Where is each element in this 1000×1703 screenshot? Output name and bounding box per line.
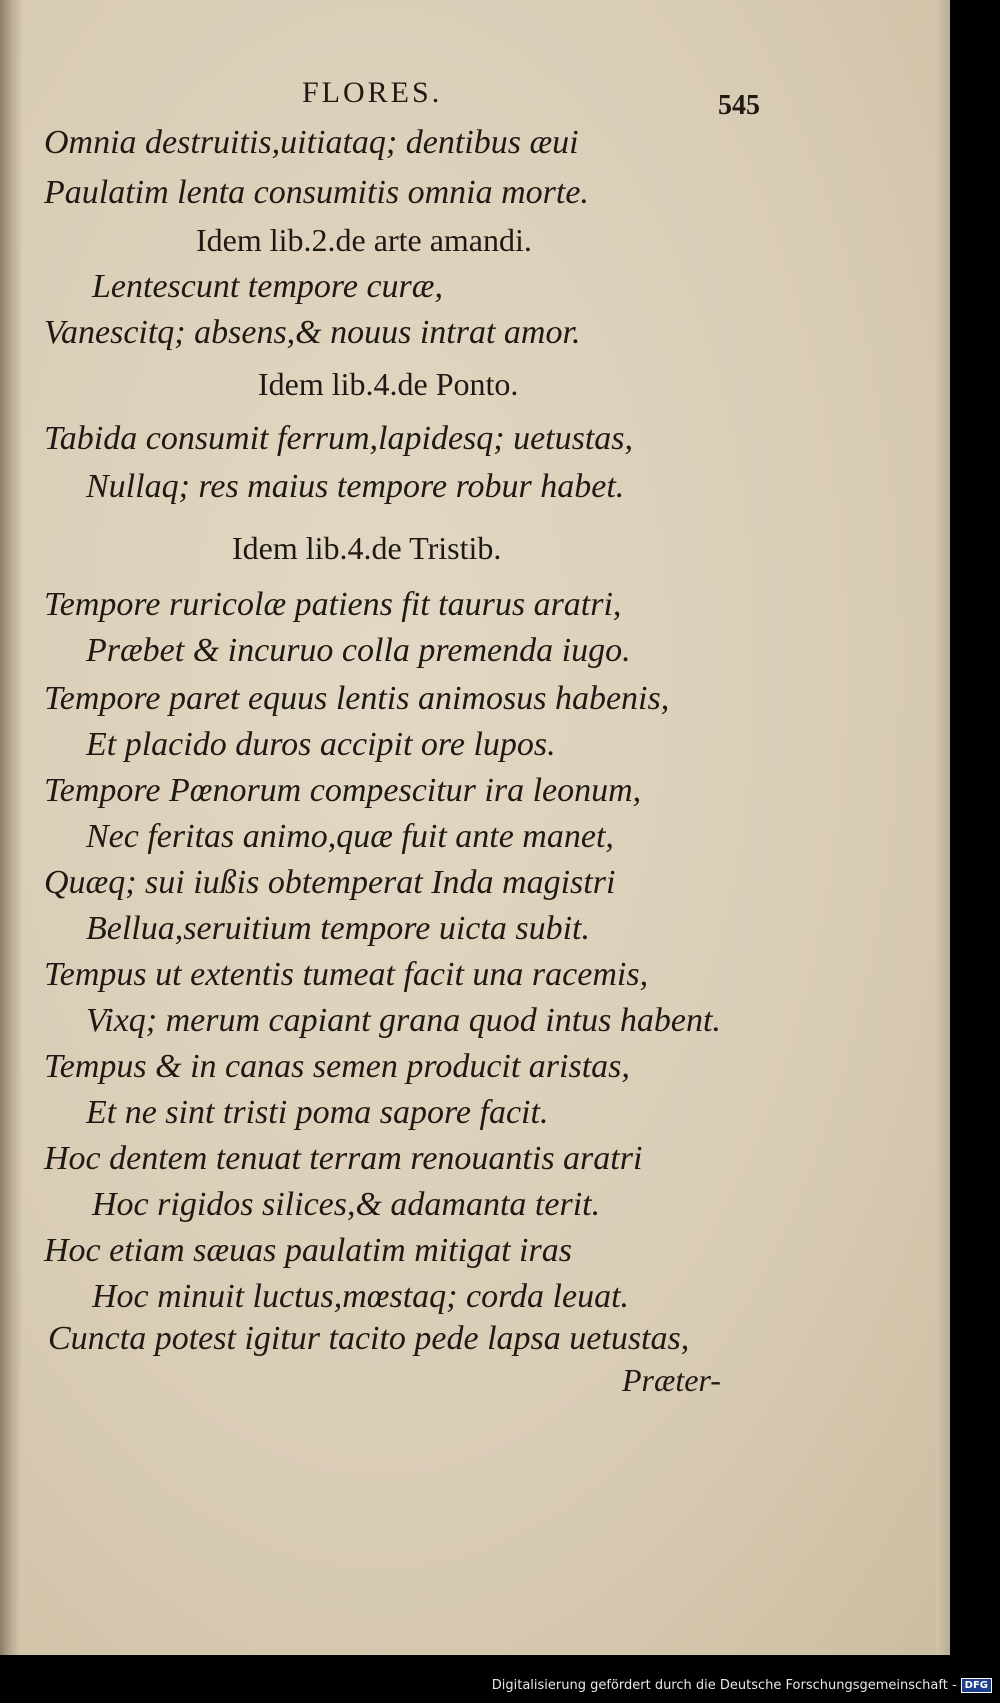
verse-line: Tempore paret equus lentis animosus habenis, <box>44 680 670 717</box>
verse-line: Et placido duros accipit ore lupos. <box>86 726 556 763</box>
running-head: FLORES. <box>302 76 443 109</box>
verse-line: Vanescitq; absens,& nouus intrat amor. <box>44 314 581 351</box>
verse-line: Quæq; sui iußis obtemperat Inda magistri <box>44 864 616 901</box>
verse-line: Hoc etiam sæuas paulatim mitigat iras <box>44 1232 572 1269</box>
section-heading: Idem lib.4.de Tristib. <box>232 530 502 566</box>
verse-line: Nec feritas animo,quæ fuit ante manet, <box>86 818 614 855</box>
catchword: Præter- <box>622 1362 721 1398</box>
verse-line: Paulatim lenta consumitis omnia morte. <box>44 174 589 211</box>
section-heading: Idem lib.2.de arte amandi. <box>196 222 532 258</box>
digitization-credit <box>492 1678 992 1693</box>
dfg-logo-icon: DFG <box>961 1678 992 1693</box>
verse-line: Nullaq; res maius tempore robur habet. <box>86 468 625 505</box>
verse-line: Tabida consumit ferrum,lapidesq; uetustas, <box>44 420 634 457</box>
verse-line: Bellua,seruitium tempore uicta subit. <box>86 910 590 947</box>
verse-line: Et ne sint tristi poma sapore facit. <box>86 1094 549 1131</box>
verse-line: Hoc minuit luctus,mœstaq; corda leuat. <box>92 1278 630 1315</box>
verse-line: Tempus & in canas semen producit aristas, <box>44 1048 630 1085</box>
credit-text: Digitalisierung gefördert durch die Deutsche Forschungsgemeinschaft - <box>491 1678 957 1693</box>
verse-line: Tempus ut extentis tumeat facit una racemis, <box>44 956 649 993</box>
section-heading: Idem lib.4.de Ponto. <box>258 366 519 402</box>
verse-line: Præbet & incuruo colla premenda iugo. <box>86 632 631 669</box>
verse-line: Cuncta potest igitur tacito pede lapsa uetustas, <box>48 1320 690 1357</box>
verse-line: Tempore Pœnorum compescitur ira leonum, <box>44 772 642 809</box>
page-number: 545 <box>718 90 760 121</box>
page-edge <box>936 0 950 1655</box>
verse-line: Lentescunt tempore curæ, <box>92 268 443 305</box>
verse-line: Tempore ruricolæ patiens fit taurus aratri, <box>44 586 622 623</box>
verse-line: Omnia destruitis,uitiataq; dentibus æui <box>44 124 579 161</box>
verse-line: Hoc dentem tenuat terram renouantis aratri <box>44 1140 643 1177</box>
verse-line: Vixq; merum capiant grana quod intus habent. <box>86 1002 721 1039</box>
page-gutter <box>0 0 22 1655</box>
verse-line: Hoc rigidos silices,& adamanta terit. <box>92 1186 601 1223</box>
